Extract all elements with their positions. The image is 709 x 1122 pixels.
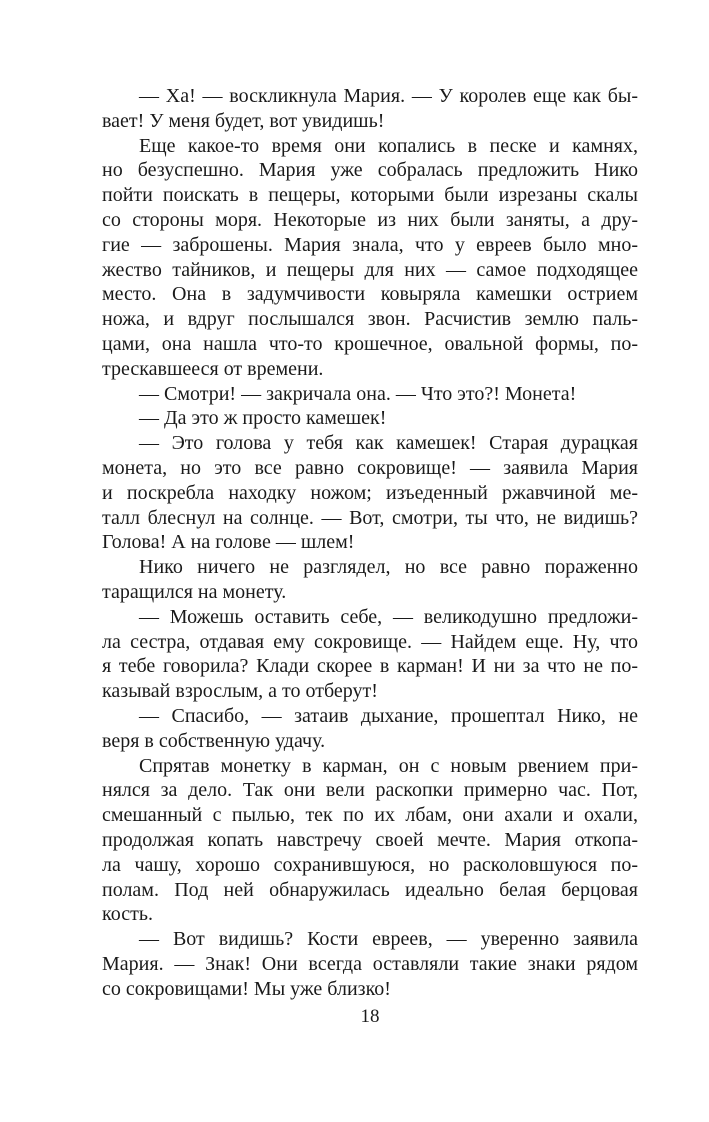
text-line: место. Она в задумчивости ковыряла камешки острием [102, 283, 638, 306]
paragraph [102, 555, 638, 605]
text-line: Голова! А на голове — шлем! [102, 531, 355, 554]
text-line: полам. Под ней обнаружилась идеально белая берцовая [102, 878, 638, 901]
text-line: монета, но это все равно сокровище! — заявила Мария [102, 456, 638, 479]
text-line: я тебе говорила? Клади скорее в карман! И ни за что не по- [102, 655, 638, 678]
text-line: ножа, и вдруг послышался звон. Расчистив землю паль- [102, 308, 638, 331]
text-line: казывай взрослым, а то отберут! [102, 680, 378, 703]
text-line: продолжая копать навстречу своей мечте. Мария откопа- [102, 828, 638, 851]
text-line: — Это голова у тебя как камешек! Старая дурацкая [139, 432, 638, 455]
text-line: вает! У меня будет, вот увидишь! [102, 109, 385, 132]
text-line: трескавшееся от времени. [102, 357, 324, 380]
text-line: — Вот видишь? Кости евреев, — уверенно заявила [139, 928, 638, 951]
text-line: со стороны моря. Некоторые из них были заняты, а дру- [102, 208, 638, 231]
text-line: жество тайников, и пещеры для них — самое подходящее [102, 258, 638, 281]
text-line: Еще какое-то время они копались в песке и камнях, [139, 134, 638, 157]
text-line: — Спасибо, — затаив дыхание, прошептал Нико, не [139, 704, 638, 727]
text-line: — Смотри! — закричала она. — Что это?! Монета! [139, 382, 577, 405]
paragraph [102, 704, 638, 754]
text-line: нялся за дело. Так они вели раскопки примерно час. Пот, [102, 779, 638, 802]
page-number: 18 [360, 1006, 380, 1027]
text-line: — Можешь оставить себе, — великодушно предложи- [139, 605, 638, 628]
paragraph [102, 134, 638, 382]
text-line: Нико ничего не разглядел, но все равно пораженно [139, 556, 638, 579]
text-line: таращился на монету. [102, 580, 287, 603]
text-line: гие — заброшены. Мария знала, что у евреев было мно- [102, 233, 638, 256]
paragraph [102, 927, 638, 1001]
text-line: со сокровищами! Мы уже близко! [102, 977, 391, 1000]
paragraph [102, 406, 638, 431]
text-line: и поскребла находку ножом; изъеденный ржавчиной ме- [102, 481, 638, 504]
paragraph [102, 382, 638, 407]
text-line: смешанный с пылью, тек по их лбам, они ахали и охали, [102, 804, 638, 827]
text-line: пойти поискать в пещеры, которыми были изрезаны скалы [102, 184, 638, 207]
text-line: — Да это ж просто камешек! [139, 407, 387, 430]
paragraph [102, 754, 638, 928]
text-line: Мария. — Знак! Они всегда оставляли такие знаки рядом [102, 952, 638, 975]
paragraph [102, 605, 638, 704]
text-line: веря в собственную удачу. [102, 729, 326, 752]
text-line: цами, она нашла что-то крошечное, овальной формы, по- [102, 332, 638, 355]
text-line: Спрятав монетку в карман, он с новым рвением при- [139, 754, 638, 777]
text-line: — Ха! — воскликнула Мария. — У королев еще как бы- [139, 85, 638, 107]
text-line: ла сестра, отдавая ему сокровище. — Найдем еще. Ну, что [102, 630, 638, 653]
text-line: талл блеснул на солнце. — Вот, смотри, ты что, не видишь? [102, 506, 638, 529]
paragraph [102, 84, 638, 134]
page-text [102, 84, 638, 1001]
text-line: но безуспешно. Мария уже собралась предложить Нико [102, 159, 638, 182]
text-line: кость. [102, 903, 153, 926]
paragraph [102, 431, 638, 555]
text-line: ла чашу, хорошо сохранившуюся, но расколовшуюся по- [102, 853, 638, 876]
